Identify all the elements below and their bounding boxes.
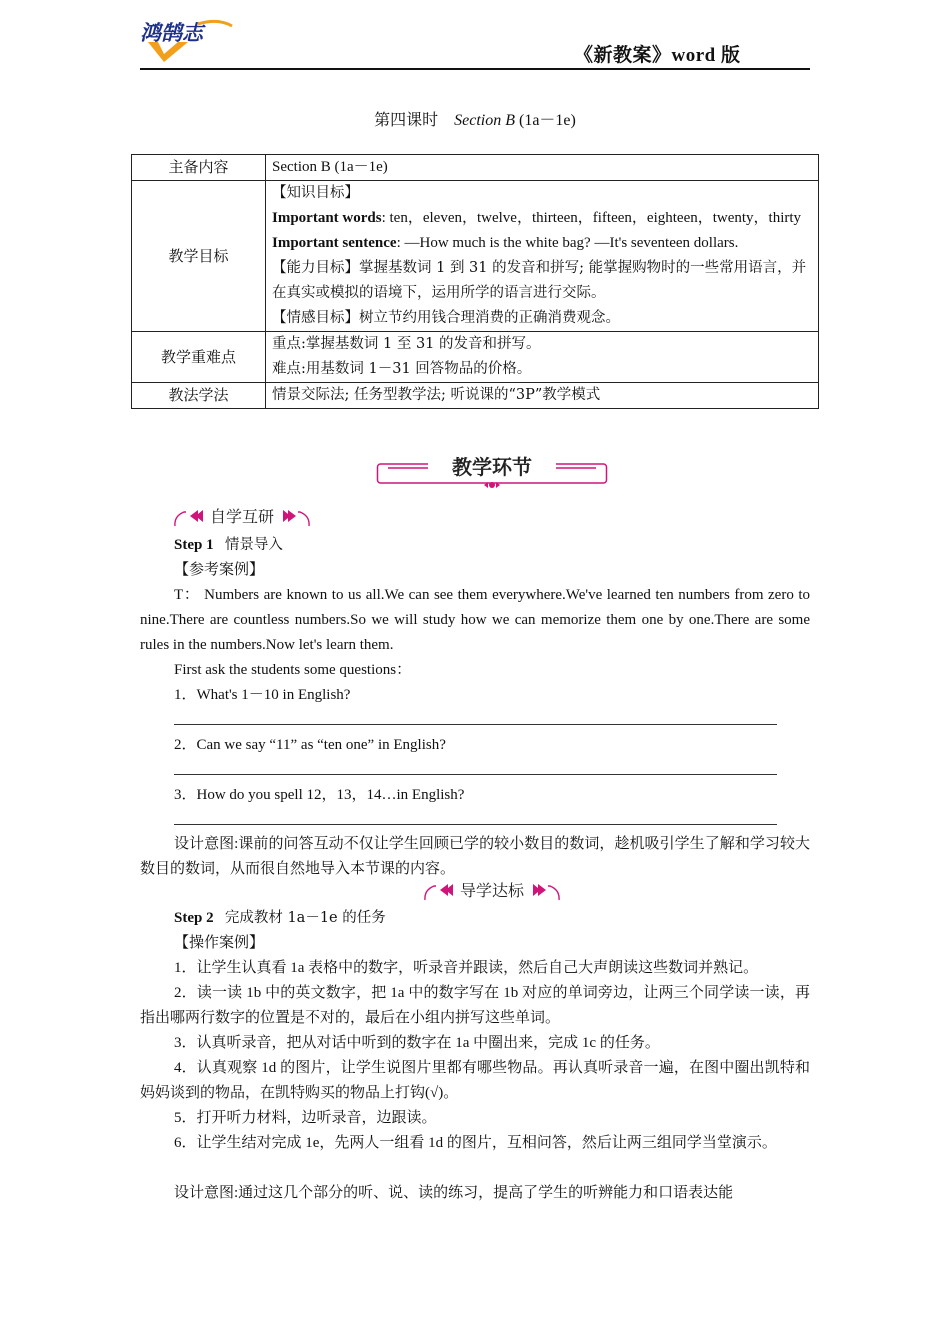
lesson-prefix: 第四课时: [374, 112, 439, 129]
main-content-label: 主备内容: [132, 155, 266, 181]
hard-value: 用基数词 1－31 回答物品的价格。: [305, 361, 532, 377]
step1-title: 情景导入: [224, 537, 283, 553]
design-label-1: 设计意图:: [174, 836, 239, 852]
logo: [138, 18, 234, 64]
design-label-2: 设计意图:: [174, 1185, 239, 1201]
ask-line: First ask the students some questions：: [174, 662, 412, 678]
hard-label: 难点:: [272, 361, 306, 377]
lesson-title: [0, 107, 950, 130]
list-item: 3．认真听录音，把从对话中听到的数字在 1a 中圈出来，完成 1c 的任务。: [174, 1035, 660, 1051]
list-item: 6．让学生结对完成 1e，先两人一组看 1d 的图片，互相问答，然后让两三组同学当堂演示。: [174, 1135, 777, 1151]
section1-badge: [172, 502, 312, 530]
ability-value: 掌握基数词 1 到 31 的发音和拼写; 能掌握购物时的一些常用语言，并在真实或模拟的语境下，运用所学的语言进行交际。: [272, 260, 807, 301]
methods-label: 教法学法: [132, 383, 266, 409]
table-row: [132, 383, 819, 409]
sentence-label: Important sentence: [272, 235, 397, 251]
list-item: 4．认真观察 1d 的图片，让学生说图片里都有哪些物品。再认真听录音一遍，在图中圈出凯特和妈妈谈到的物品，在凯特购买的物品上打钩(√)。: [140, 1060, 810, 1101]
section-banner: [376, 454, 608, 492]
emotion-head: 【情感目标】: [272, 310, 359, 326]
objectives-label: 教学目标: [132, 181, 266, 332]
step1-heading: [174, 533, 844, 558]
teacher-text: T： Numbers are known to us all.We can see them everywhere.We've learned ten numbers from zero to nine.There are countless numbers.So we will study how we can memorize them one by one.There are some rules in the numbers.Now let's learn them.: [140, 587, 810, 653]
lesson-plan-table: [131, 154, 819, 409]
step2-title: 完成教材 1a－1e 的任务: [224, 910, 386, 926]
question-1: 1．What's 1－10 in English?: [174, 687, 351, 703]
design-intent-2: [140, 1181, 810, 1206]
step1-label: Step 1: [174, 537, 214, 553]
table-row: [132, 332, 819, 383]
lesson-range: (1a－1e): [519, 112, 576, 129]
list-item: 2．读一读 1b 中的英文数字，把 1a 中的数字写在 1b 对应的单词旁边，让两三个同学读一读，再指出哪两行数字的位置是不对的，最后在小组内拼写这些单词。: [140, 985, 810, 1026]
section2-badge-text: 导学达标: [459, 881, 525, 900]
question-2: 2．Can we say “11” as “ten one” in English?: [174, 737, 446, 753]
design-intent-1: [140, 832, 810, 882]
header-divider: [140, 68, 810, 70]
key-points-label: 教学重难点: [132, 332, 266, 383]
step2-label: Step 2: [174, 910, 214, 926]
key-points-cell: [266, 332, 819, 383]
knowledge-head: 【知识目标】: [272, 185, 359, 201]
key-label: 重点:: [272, 336, 306, 352]
section2-badge: [422, 876, 562, 904]
methods-value: 情景交际法; 任务型教学法; 听说课的“3P”教学模式: [266, 383, 819, 409]
answer-line-3[interactable]: [174, 824, 777, 825]
list-item: 5．打开听力材料，边听录音，边跟读。: [174, 1110, 437, 1126]
list-item: 1．让学生认真看 1a 表格中的数字，听录音并跟读，然后自己大声朗读这些数词并熟记。: [174, 960, 759, 976]
objectives-cell: [266, 181, 819, 332]
design-text-1: 课前的问答互动不仅让学生回顾已学的较小数目的数词，趁机吸引学生了解和学习较大数目的数词，从而很自然地导入本节课的内容。: [140, 836, 810, 877]
section1-badge-text: 自学互研: [209, 507, 275, 526]
header-title: 《新教案》word 版: [574, 45, 741, 66]
lesson-section: Section B: [454, 112, 515, 129]
table-row: [132, 181, 819, 332]
key-value: 掌握基数词 1 至 31 的发音和拼写。: [305, 336, 541, 352]
emotion-value: 树立节约用钱合理消费的正确消费观念。: [359, 310, 620, 326]
step2-heading: [174, 906, 844, 931]
logo-swoosh: [198, 21, 232, 26]
banner-title: 教学环节: [452, 455, 532, 479]
main-content-value: Section B (1a－1e): [266, 155, 819, 181]
table-row: [132, 155, 819, 181]
op-head: 【操作案例】: [174, 935, 265, 951]
logo-chevron: [148, 42, 188, 62]
design-text-2: 通过这几个部分的听、说、读的练习，提高了学生的听辨能力和口语表达能: [238, 1185, 734, 1201]
sentence-value: : —How much is the white bag? —It's seventeen dollars.: [396, 235, 739, 251]
answer-line-1[interactable]: [174, 724, 777, 725]
ref-head: 【参考案例】: [174, 562, 265, 578]
logo-text: 鸿鹄志: [140, 21, 203, 45]
ability-head: 【能力目标】: [272, 260, 359, 276]
words-label: Important words: [272, 210, 382, 226]
question-3: 3．How do you spell 12，13，14…in English?: [174, 787, 465, 803]
words-value: : ten，eleven，twelve，thirteen，fifteen，eighteen，twenty，thirty: [381, 210, 802, 226]
answer-line-2[interactable]: [174, 774, 777, 775]
